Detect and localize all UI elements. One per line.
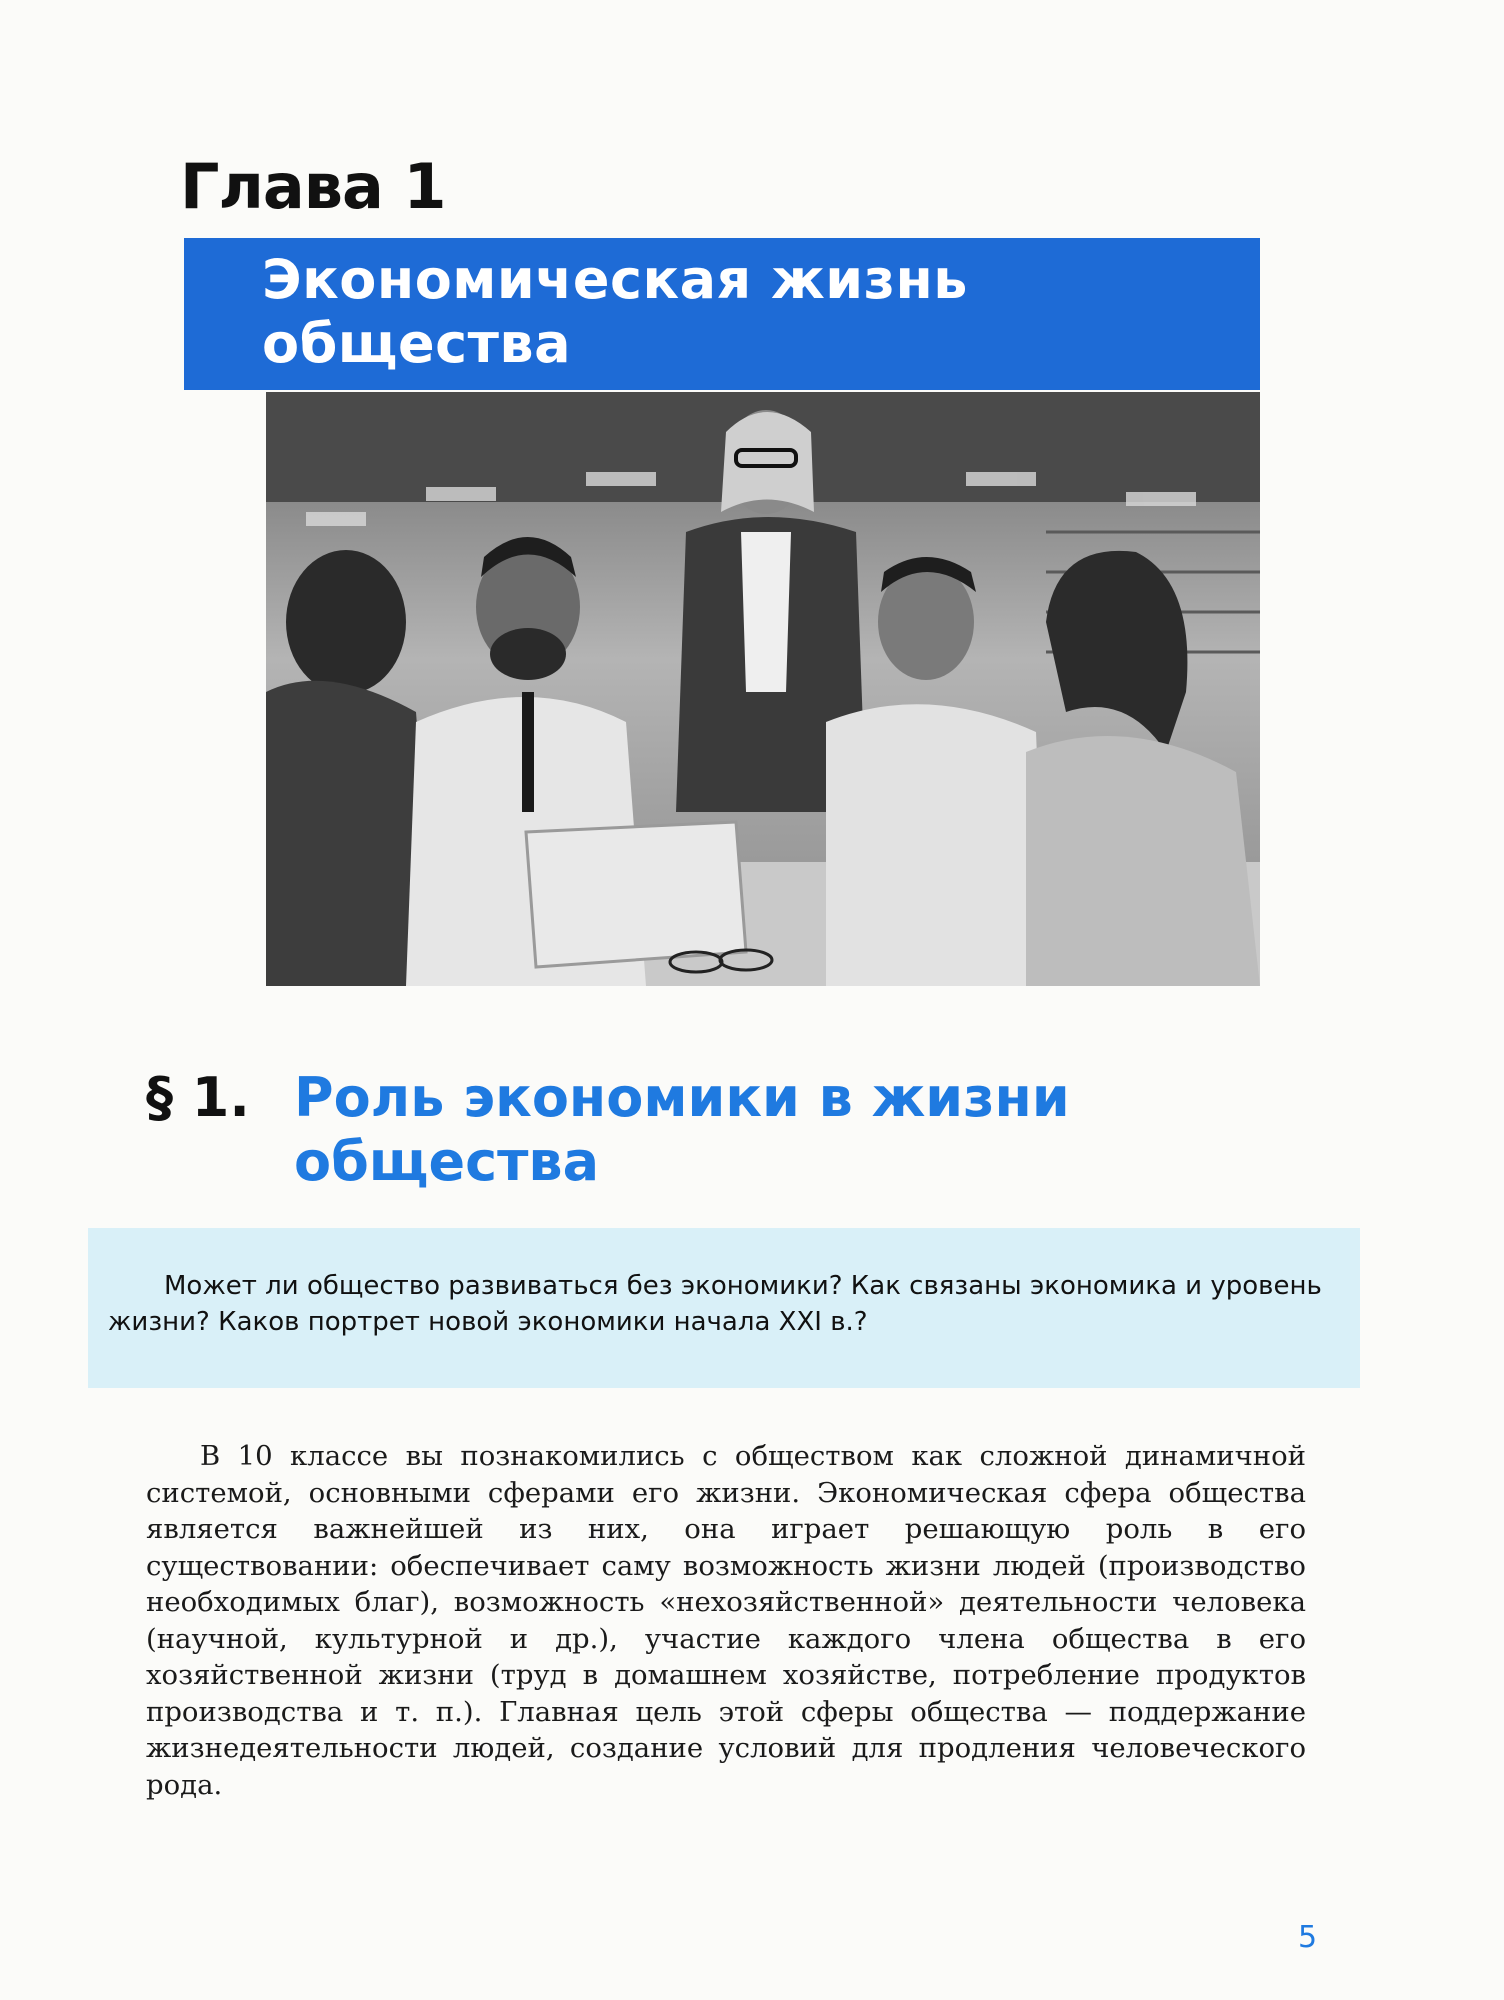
section-title: Роль экономики в жизни общества [294, 1066, 1070, 1193]
chapter-title: Экономическая жизнь общества [262, 248, 968, 375]
questions-box [88, 1228, 1360, 1388]
section-number: § 1. [146, 1066, 250, 1129]
page-number: 5 [1298, 1920, 1318, 1955]
chapter-label: Глава 1 [180, 150, 446, 223]
chapter-title-banner [184, 238, 1260, 390]
chapter-photo [266, 392, 1260, 986]
section-questions: Может ли общество развиваться без экономики? Как связаны экономика и уровень жизни? Каков портрет новой экономики начала XXI в.? [108, 1271, 1322, 1337]
body-paragraph: В 10 классе вы познакомились с обществом как сложной динамичной системой, основными сферами его жизни. Экономическая сфера общества является важнейшей из них, она играет решающую роль в его существовании: обеспечивает саму возможность жизни людей (производство необходимых благ), возможность «нехозяйственной» деятельности человека (научной, культурной и др.), участие каждого члена общества в его хозяйственной жизни (труд в домашнем хозяйстве, потребление продуктов производства и т. п.). Главная цель этой сферы общества — поддержание жизнедеятельности людей, создание условий для продления человеческого рода. [146, 1440, 1306, 1801]
